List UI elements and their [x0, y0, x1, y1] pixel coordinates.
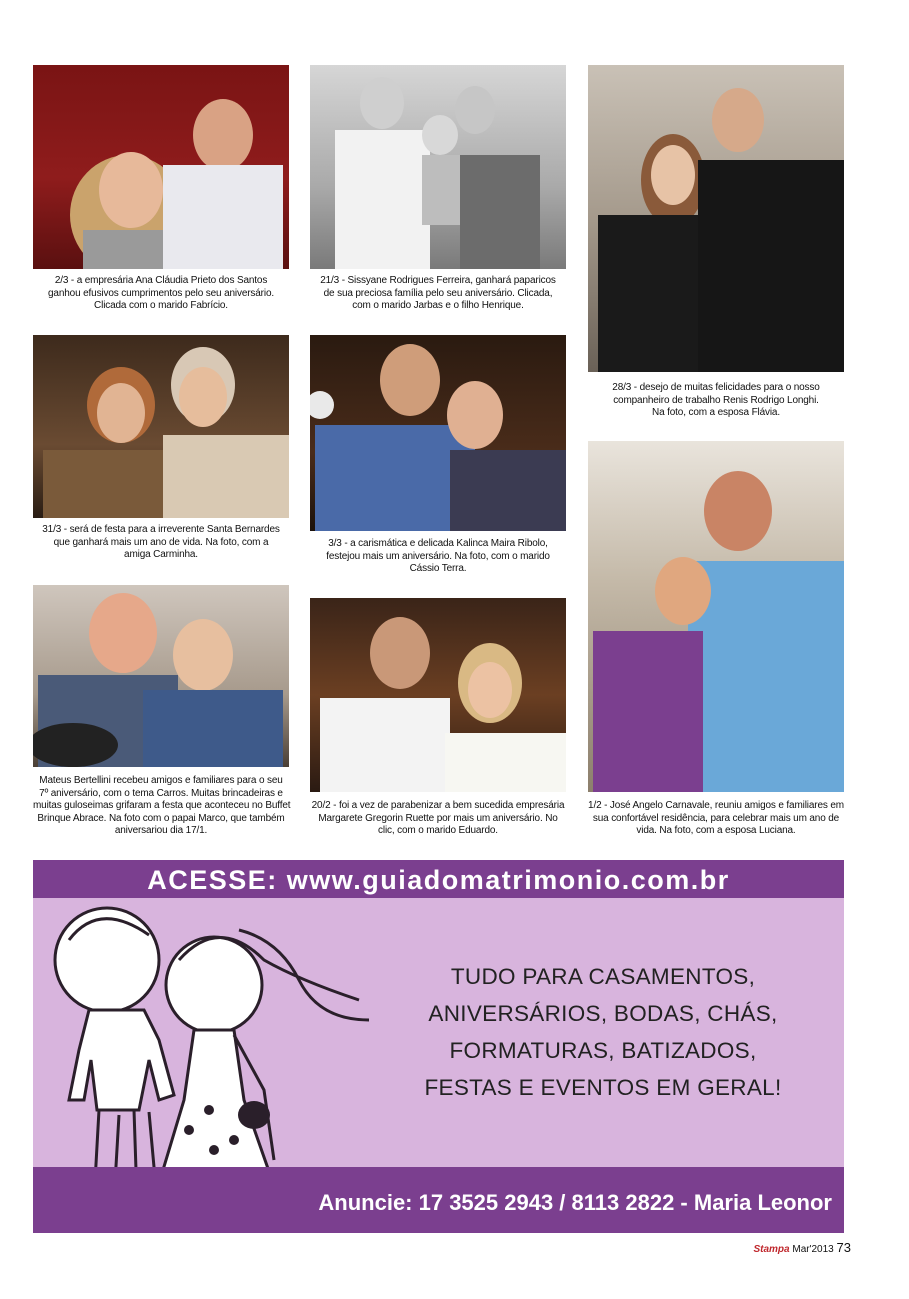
- issue-date: Mar'2013: [792, 1244, 834, 1255]
- caption-santa: 31/3 - será de festa para a irreverente Santa Bernardes que ganhará mais um ano de vida. Na foto, com a amiga Carminha.: [42, 524, 280, 560]
- photo-sissyane-family: [310, 65, 566, 269]
- couple-photo-illustration: [310, 335, 566, 531]
- caption-jose-angelo: 1/2 - José Angelo Carnavale, reuniu amigos e familiares em sua confortável residência, para celebrar mais um ano de vida. Na foto, com a esposa Luciana.: [588, 800, 844, 836]
- photo-kalinca-cassio: [310, 335, 566, 531]
- caption-margarete: 20/2 - foi a vez de parabenizar a bem sucedida empresária Margarete Gregorin Ruette por mais um aniversário. No clic, com o marido Eduardo.: [311, 800, 565, 836]
- ad-headline: TUDO PARA CASAMENTOS, ANIVERSÁRIOS, BODAS, CHÁS, FORMATURAS, BATIZADOS, FESTAS E EVENTOS EM GERAL!: [424, 964, 782, 1100]
- caption-renis: 28/3 - desejo de muitas felicidades para o nosso companheiro de trabalho Renis Rodrigo Longhi. Na foto, com a esposa Flávia.: [612, 382, 820, 418]
- caption-ana-claudia: 2/3 - a empresária Ana Cláudia Prieto dos Santos ganhou efusivos cumprimentos pelo seu aniversário. Clicada com o marido Fabrício.: [48, 275, 274, 311]
- father-son-photo-illustration: [33, 585, 289, 767]
- two-women-photo-illustration: [33, 335, 289, 518]
- ad-contact-banner: [33, 1167, 844, 1233]
- couple-photo-illustration: [588, 441, 844, 792]
- couple-photo-illustration: [33, 65, 289, 269]
- caption-sissyane: 21/3 - Sissyane Rodrigues Ferreira, ganhará paparicos de sua preciosa família pelo seu aniversário. Clicada, com o marido Jarbas e o filho Henrique.: [320, 275, 556, 311]
- caption-mateus: Mateus Bertellini recebeu amigos e familiares para o seu 7º aniversário, com o tema Carros. Muitas brincadeiras e muitas guloseimas grifaram a festa que aconteceu no Buffet Brinque Abrace. Na foto com o papai Marco, que também aniversariou dia 17/1.: [33, 775, 291, 836]
- ad-phone-line: Anuncie: 17 3525 2943 / 8113 2822 - Maria Leonor: [318, 1190, 832, 1215]
- photo-jose-angelo-luciana: [588, 441, 844, 792]
- family-photo-illustration: [310, 65, 566, 269]
- page-folio: [753, 1240, 851, 1255]
- magazine-name: Stampa: [753, 1244, 790, 1255]
- page-number: 73: [836, 1240, 851, 1255]
- wedding-guide-advertisement: [33, 860, 844, 1233]
- photo-margarete-eduardo: [310, 598, 566, 792]
- photo-santa-carminha: [33, 335, 289, 518]
- photo-ana-claudia-fabricio: [33, 65, 289, 269]
- caption-kalinca: 3/3 - a carismática e delicada Kalinca Maira Ribolo, festejou mais um aniversário. Na foto, com o marido Cássio Terra.: [326, 538, 550, 574]
- couple-photo-illustration: [310, 598, 566, 792]
- ad-website-banner: ACESSE: www.guiadomatrimonio.com.br: [33, 860, 844, 898]
- couple-photo-illustration: [588, 65, 844, 372]
- photo-mateus-marco: [33, 585, 289, 767]
- photo-renis-flavia: [588, 65, 844, 372]
